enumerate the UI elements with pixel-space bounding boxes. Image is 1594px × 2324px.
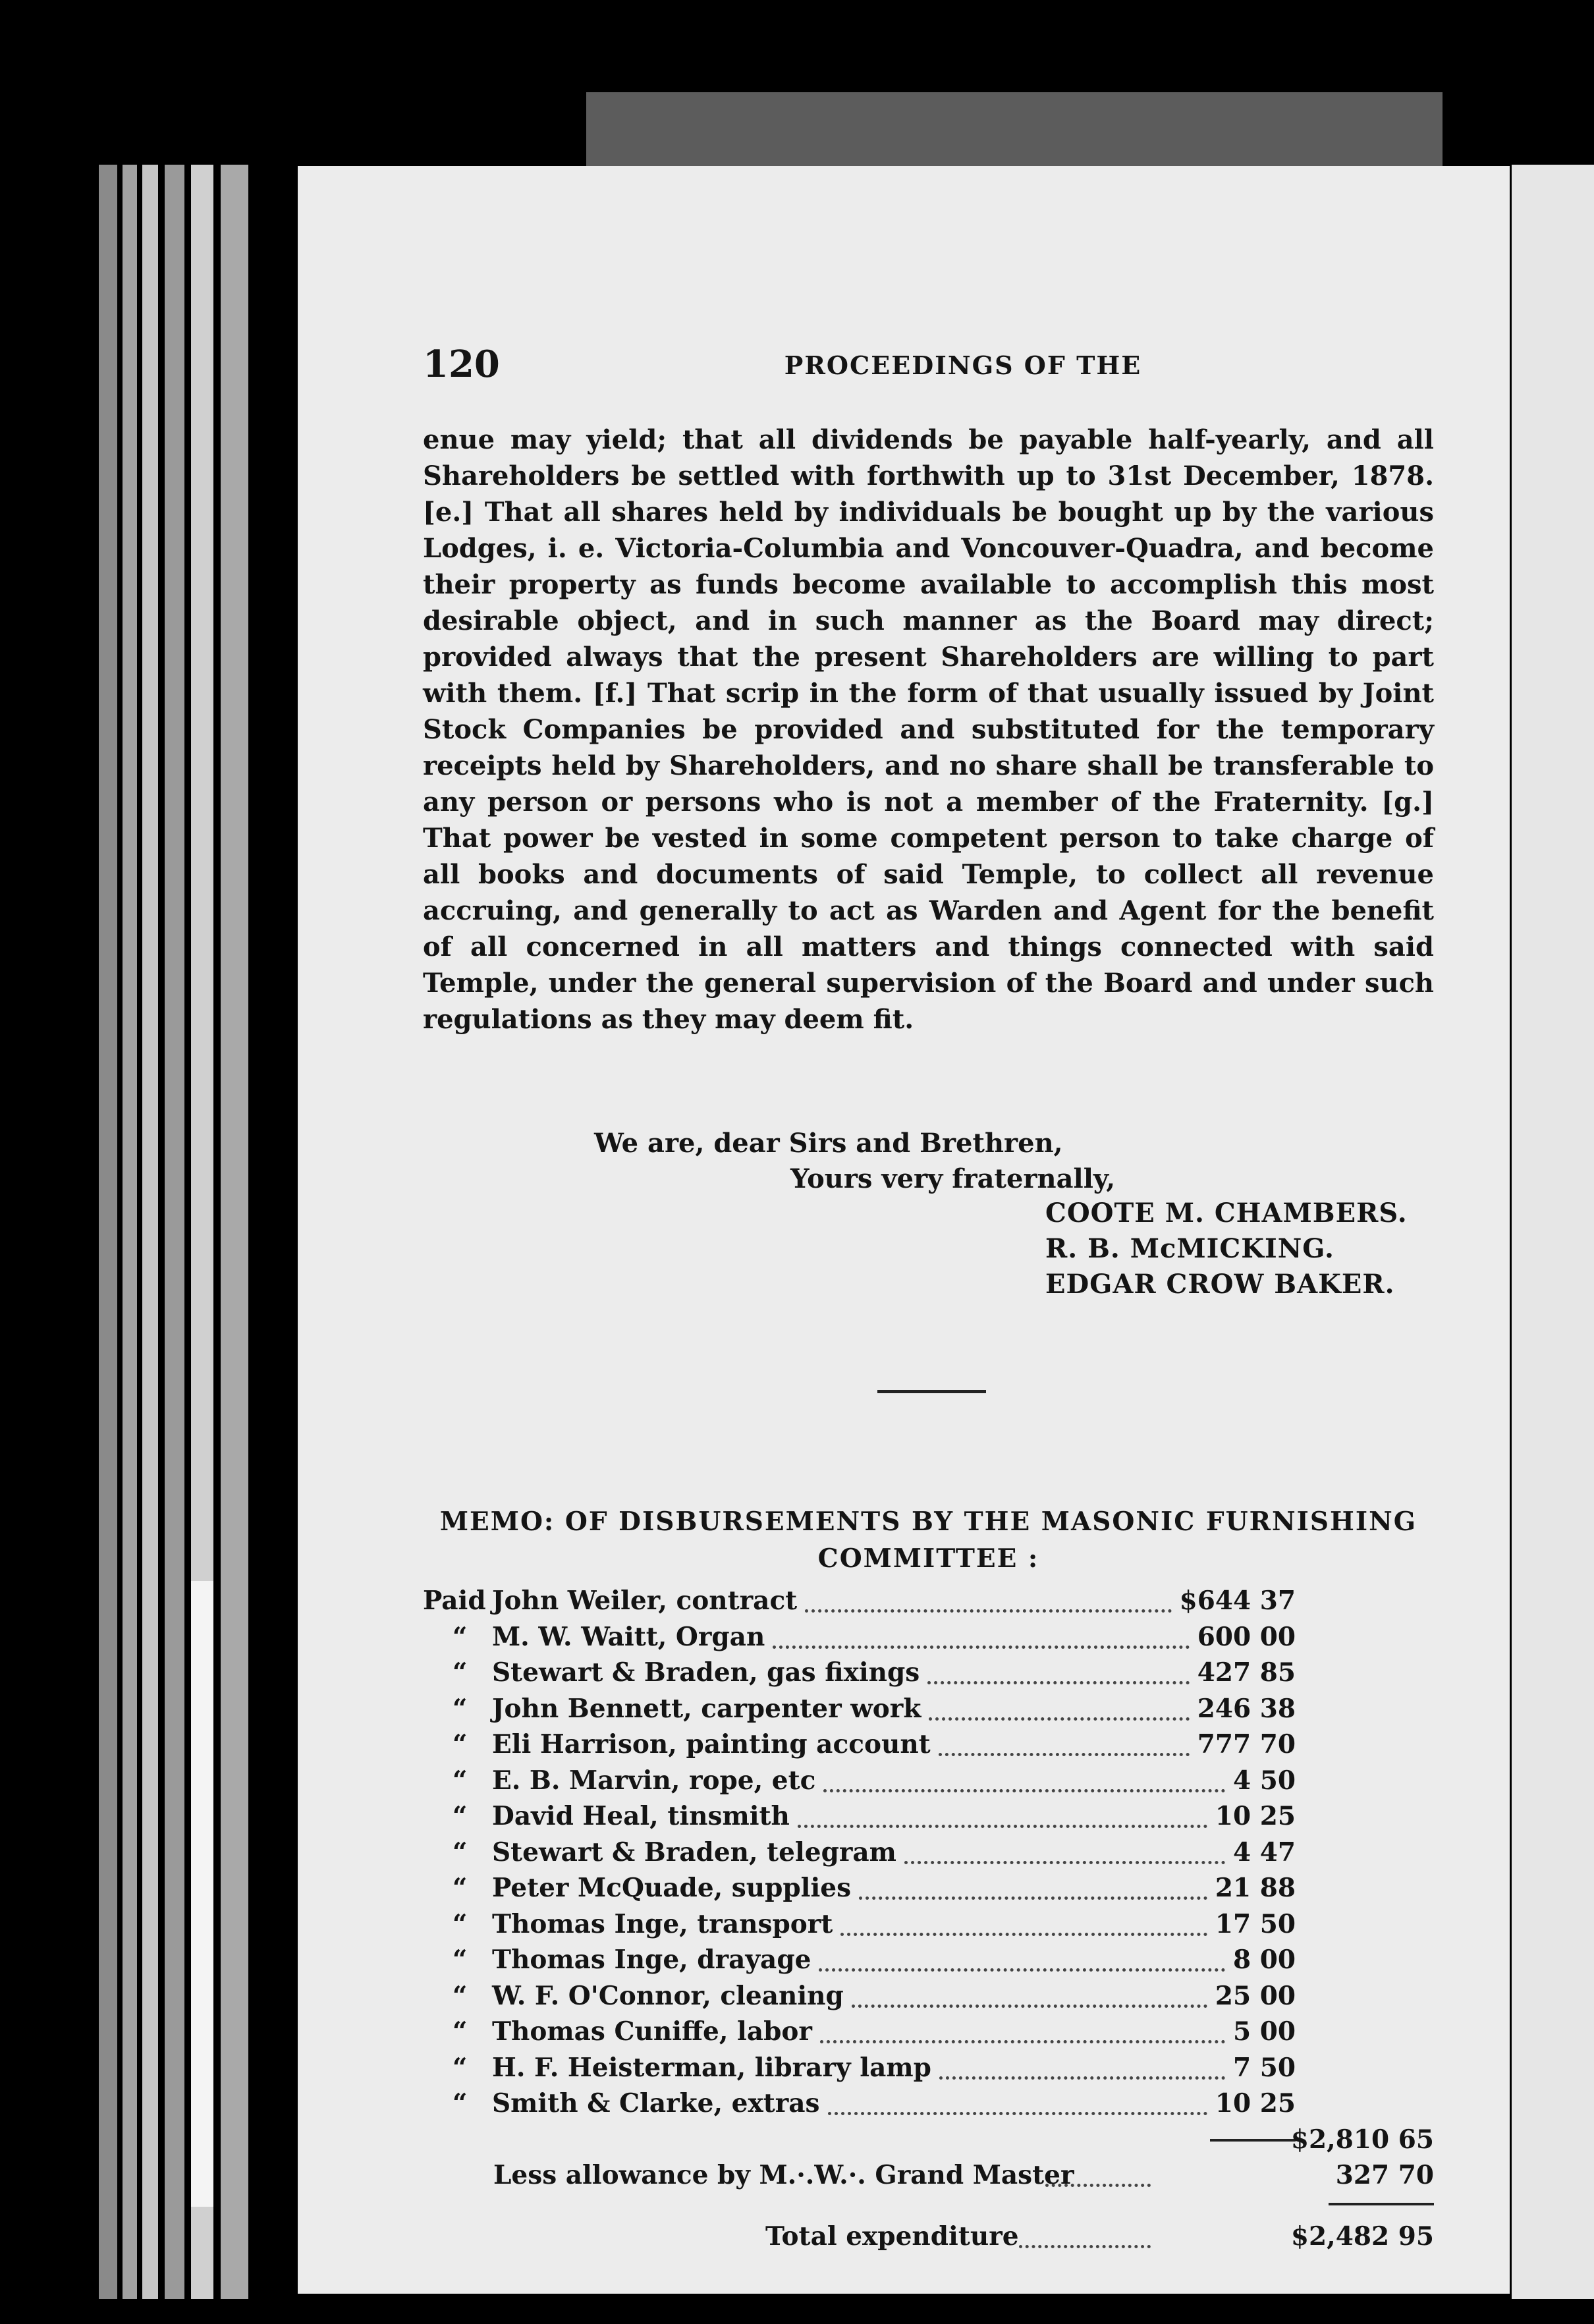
ledger-row xyxy=(423,1981,1434,2017)
ledger-row-amount: $644 37 xyxy=(1179,1586,1296,1616)
ledger-row-amount: 4 47 xyxy=(1233,1837,1296,1868)
leader-dots xyxy=(819,1968,1225,1972)
closing-valediction: Yours very fraternally, xyxy=(790,1163,1116,1194)
ledger-row-amount: 427 85 xyxy=(1197,1657,1296,1688)
ledger-row xyxy=(423,1622,1434,1658)
ledger-row-prefix: “ xyxy=(453,1945,468,1975)
ledger-row-amount: 10 25 xyxy=(1215,1801,1296,1831)
ledger-row-description: Smith & Clarke, extras xyxy=(492,2088,820,2118)
leader-dots xyxy=(1019,2245,1151,2248)
ledger-row-amount: 25 00 xyxy=(1215,1980,1296,2011)
ledger-row xyxy=(423,1945,1434,1981)
ledger-row-prefix: “ xyxy=(453,1765,468,1796)
ledger-row-amount: 4 50 xyxy=(1233,1765,1296,1796)
allowance-row xyxy=(423,2160,1434,2196)
page-header xyxy=(423,343,1424,395)
leader-dots xyxy=(939,2076,1225,2080)
ledger-row-description: Thomas Cuniffe, labor xyxy=(492,2016,812,2047)
ledger-row-prefix: “ xyxy=(453,1729,468,1759)
leader-dots xyxy=(828,2112,1207,2115)
ledger-row-amount: 246 38 xyxy=(1197,1693,1296,1724)
ledger-row-description: Thomas Inge, transport xyxy=(492,1908,833,1939)
ledger-row-description: David Heal, tinsmith xyxy=(492,1801,790,1831)
ledger-row-prefix: “ xyxy=(453,1621,468,1652)
total-rule xyxy=(1329,2203,1434,2205)
ledger-row-description: Stewart & Braden, telegram xyxy=(492,1837,896,1868)
ledger-row xyxy=(423,1694,1434,1730)
ledger-row xyxy=(423,1586,1434,1622)
ledger-row-prefix: “ xyxy=(453,1873,468,1903)
total-label: Total expenditure xyxy=(765,2221,1019,2252)
leader-dots xyxy=(820,2040,1225,2043)
ledger-row-description: Peter McQuade, supplies xyxy=(492,1873,852,1903)
ledger-row-prefix: “ xyxy=(453,1693,468,1724)
ledger-row xyxy=(423,1909,1434,1945)
page-edge xyxy=(221,165,248,2299)
page-edge-highlight xyxy=(191,1581,213,2207)
page-number: 120 xyxy=(423,343,500,386)
allowance-amount: 327 70 xyxy=(1335,2160,1434,2190)
ledger-row-description: E. B. Marvin, rope, etc xyxy=(492,1765,816,1796)
ledger-row xyxy=(423,1765,1434,1802)
memo-title-line: MEMO: OF DISBURSEMENTS BY THE MASONIC FURNISHING xyxy=(439,1507,1417,1537)
ledger-row-amount: 5 00 xyxy=(1233,2016,1296,2047)
leader-dots xyxy=(859,1896,1207,1900)
body-paragraph: enue may yield; that all dividends be payable half-yearly, and all Shareholders be settled with forthwith up to 31st December, 1878. [e.] That all shares held by individuals be bought up by the various Lodges, i. e. Victoria-Columbia and Voncouver-Quadra, and become their property as funds become available to accomplish this most desirable object, and in such manner as the Board may direct; provided always that the present Shareholders are willing to part with them. [f.] That scrip in the form of that usually issued by Joint Stock Companies be provided and substituted for the temporary receipts held by Shareholders, and no share shall be transferable to any person or persons who is not a member of the Fraternity. [g.] That power be vested in some competent person to take charge of all books and documents of said Temple, to collect all revenue accruing, and generally to act as Warden and Agent for the benefit of all concerned in all matters and things connected with said Temple, under the general supervision of the Board and under such regulations as they may deem fit. xyxy=(423,424,1434,1035)
facing-page-edge xyxy=(1512,165,1594,2299)
scanner-shadow xyxy=(586,92,1443,168)
ledger-row-prefix: “ xyxy=(453,2088,468,2118)
ledger-row xyxy=(423,1873,1434,1909)
allowance-label: Less allowance by M.·.W.·. Grand Master xyxy=(493,2160,1074,2190)
ledger-row-amount: 600 00 xyxy=(1197,1621,1296,1652)
signature: COOTE M. CHAMBERS. xyxy=(1045,1198,1408,1229)
page-edge xyxy=(123,165,137,2299)
ledger-row xyxy=(423,1801,1434,1837)
ledger-row-prefix: “ xyxy=(453,1657,468,1688)
ledger-row xyxy=(423,2088,1434,2124)
ledger-row-amount: 21 88 xyxy=(1215,1873,1296,1903)
leader-dots xyxy=(929,1717,1190,1721)
ledger-row xyxy=(423,1729,1434,1765)
ledger-row-prefix: Paid xyxy=(423,1586,486,1616)
page-edge xyxy=(142,165,158,2299)
subtotal-amount: $2,810 65 xyxy=(1290,2124,1434,2155)
ledger-row-prefix: “ xyxy=(453,2052,468,2083)
total-amount: $2,482 95 xyxy=(1290,2221,1434,2252)
page-edge xyxy=(99,165,117,2299)
leader-dots xyxy=(1045,2184,1151,2187)
leader-dots xyxy=(927,1681,1190,1684)
leader-dots xyxy=(773,1646,1190,1649)
ledger-row-amount: 777 70 xyxy=(1197,1729,1296,1759)
leader-dots xyxy=(840,1933,1207,1936)
ledger-row-amount: 7 50 xyxy=(1233,2052,1296,2083)
leader-dots xyxy=(852,2005,1207,2008)
ledger-row-prefix: “ xyxy=(453,1801,468,1831)
ledger-row-amount: 8 00 xyxy=(1233,1945,1296,1975)
ledger-row-prefix: “ xyxy=(453,1837,468,1868)
book-page-edges xyxy=(99,165,316,2299)
ledger-row-description: W. F. O'Connor, cleaning xyxy=(492,1980,844,2011)
subtotal-row xyxy=(423,2124,1434,2161)
section-divider xyxy=(877,1390,986,1393)
total-row xyxy=(423,2221,1434,2257)
ledger-row-description: Thomas Inge, drayage xyxy=(492,1945,811,1975)
signature: R. B. McMICKING. xyxy=(1045,1233,1334,1264)
ledger-row-description: H. F. Heisterman, library lamp xyxy=(492,2052,931,2083)
leader-dots xyxy=(805,1609,1172,1613)
running-head: PROCEEDINGS OF THE xyxy=(784,350,1142,380)
page-edge xyxy=(165,165,184,2299)
leader-dots xyxy=(904,1861,1225,1864)
ledger-row-description: M. W. Waitt, Organ xyxy=(492,1621,765,1652)
ledger-row-description: John Weiler, contract xyxy=(492,1586,798,1616)
ledger-row-prefix: “ xyxy=(453,2016,468,2047)
ledger-row-description: John Bennett, carpenter work xyxy=(492,1693,921,1724)
ledger-row-prefix: “ xyxy=(453,1908,468,1939)
document-page xyxy=(298,166,1510,2294)
ledger-row xyxy=(423,1657,1434,1694)
ledger-row xyxy=(423,2053,1434,2089)
ledger-row-amount: 10 25 xyxy=(1215,2088,1296,2118)
ledger-row-description: Stewart & Braden, gas fixings xyxy=(492,1657,920,1688)
ledger-row-prefix: “ xyxy=(453,1980,468,2011)
ledger-row-description: Eli Harrison, painting account xyxy=(492,1729,931,1759)
memo-title-line: COMMITTEE : xyxy=(817,1543,1039,1574)
ledger-row xyxy=(423,1837,1434,1873)
signature: EDGAR CROW BAKER. xyxy=(1045,1269,1395,1300)
ledger-row-amount: 17 50 xyxy=(1215,1908,1296,1939)
leader-dots xyxy=(798,1825,1207,1828)
leader-dots xyxy=(939,1753,1190,1756)
closing-salutation: We are, dear Sirs and Brethren, xyxy=(594,1128,1063,1159)
leader-dots xyxy=(823,1789,1225,1792)
ledger-row xyxy=(423,2016,1434,2053)
memo-title xyxy=(423,1503,1434,1577)
